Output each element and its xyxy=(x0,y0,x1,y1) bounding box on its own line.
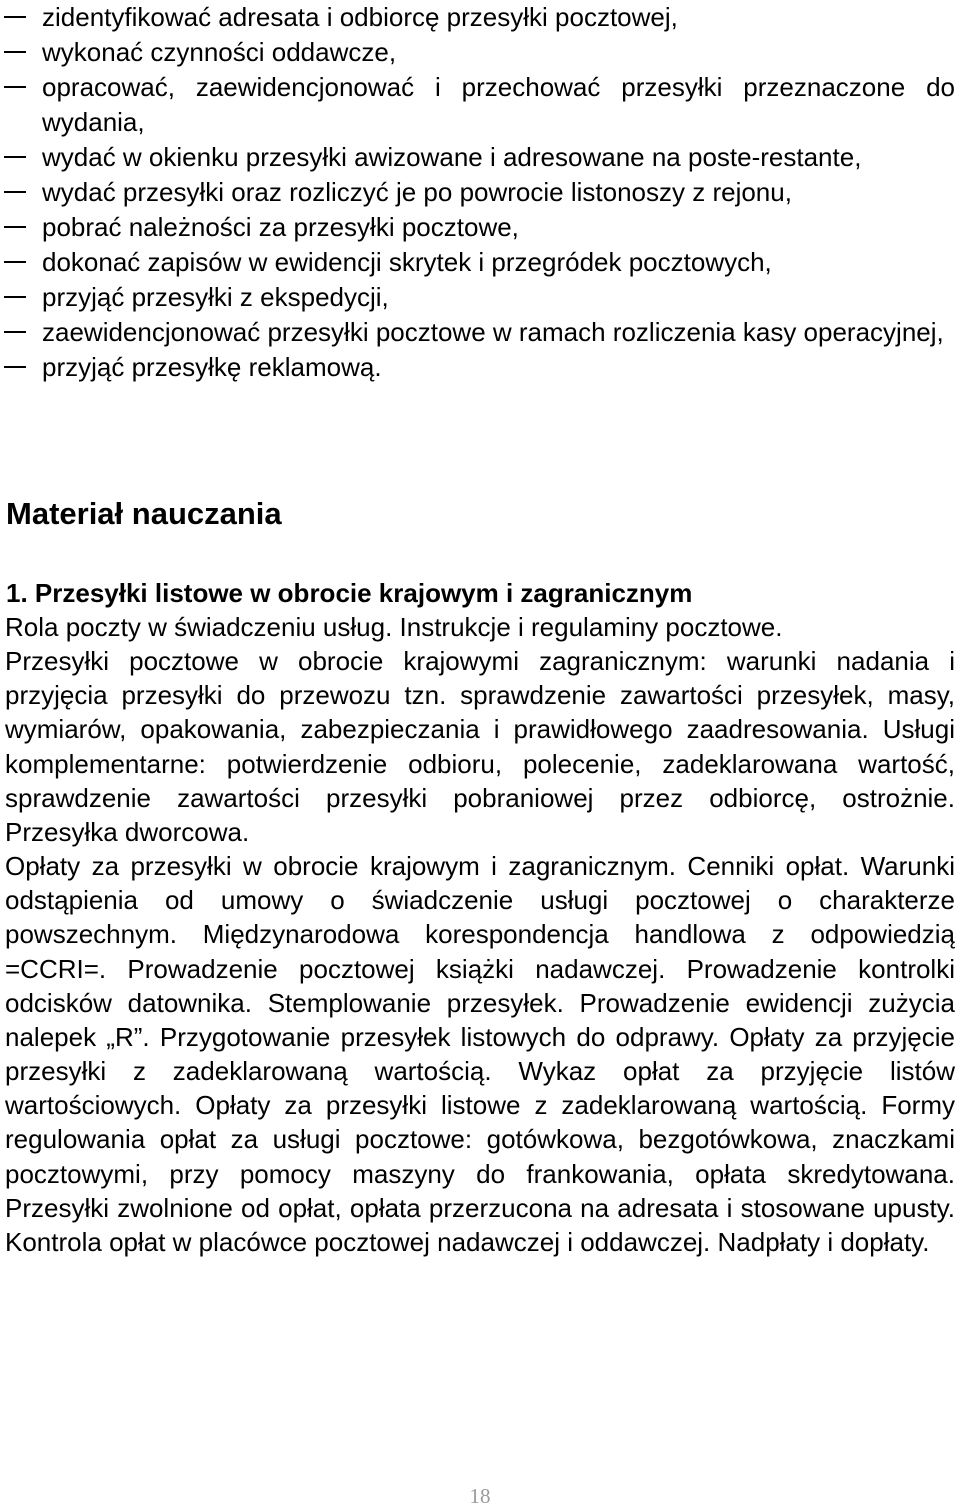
bullet-item xyxy=(0,315,960,350)
section-heading: Materiał nauczania xyxy=(6,496,282,531)
dash-bullet-icon xyxy=(4,366,26,368)
dash-bullet-icon xyxy=(4,156,26,158)
bullet-text: wydać przesyłki oraz rozliczyć je po powrocie listonoszy z rejonu, xyxy=(42,177,792,207)
topic-subheading: 1. Przesyłki listowe w obrocie krajowym i zagranicznym xyxy=(6,578,693,608)
bullet-text: pobrać należności za przesyłki pocztowe, xyxy=(42,212,519,242)
bullet-item xyxy=(0,35,960,70)
dash-bullet-icon xyxy=(4,331,26,333)
bullet-text: zidentyfikować adresata i odbiorcę przesyłki pocztowej, xyxy=(42,2,678,32)
dash-bullet-icon xyxy=(4,51,26,53)
bullet-text: dokonać zapisów w ewidencji skrytek i przegródek pocztowych, xyxy=(42,247,772,277)
dash-bullet-icon xyxy=(4,86,26,88)
dash-bullet-icon xyxy=(4,226,26,228)
bullet-text: zaewidencjonować przesyłki pocztowe w ramach rozliczenia kasy operacyjnej, xyxy=(42,317,944,347)
bullet-text: przyjąć przesyłki z ekspedycji, xyxy=(42,282,389,312)
bullet-item xyxy=(0,70,960,140)
bullet-item xyxy=(0,0,960,35)
dash-bullet-icon xyxy=(4,16,26,18)
bullet-item xyxy=(0,175,960,210)
paragraph: Opłaty za przesyłki w obrocie krajowym i zagranicznym. Cenniki opłat. Warunki odstąpienia od umowy o świadczenie usługi pocztowej o charakterze powszechnym. Międzynarodowa korespondencja handlowa z odpowiedzią =CCRI=. Prowadzenie pocztowej książki nadawczej. Prowadzenie kontrolki odcisków datownika. Stemplowanie przesyłek. Prowadzenie ewidencji zużycia nalepek „R”. Przygotowanie przesyłek listowych do odprawy. Opłaty za przyjęcie przesyłki z zadeklarowaną wartością. Wykaz opłat za przyjęcie listów wartościowych. Opłaty za przesyłki listowe z zadeklarowaną wartością. Formy regulowania opłat za usługi pocztowe: gotówkowa, bezgotówkowa, znaczkami pocztowymi, przy pomocy maszyny do frankowania, opłata skredytowana. Przesyłki zwolnione od opłat, opłata przerzucona na adresata i stosowane upusty. Kontrola opłat w placówce pocztowej nadawczej i oddawczej. Nadpłaty i dopłaty. xyxy=(5,851,955,1257)
bullet-text: wykonać czynności oddawcze, xyxy=(42,37,397,67)
dash-bullet-icon xyxy=(4,261,26,263)
page-number: 18 xyxy=(469,1484,491,1508)
skills-bullet-list xyxy=(0,0,960,385)
body-text xyxy=(5,610,955,1259)
bullet-text: opracować, zaewidencjonować i przechować przesyłki przeznaczone do wydania, xyxy=(42,72,955,137)
dash-bullet-icon xyxy=(4,296,26,298)
paragraph: Przesyłki pocztowe w obrocie krajowymi zagranicznym: warunki nadania i przyjęcia przesyłki do przewozu tzn. sprawdzenie zawartości przesyłek, masy, wymiarów, opakowania, zabezpieczania i prawidłowego zaadresowania. Usługi komplementarne: potwierdzenie odbioru, polecenie, zadeklarowana wartość, sprawdzenie zawartości przesyłki pobraniowej przez odbiorcę, ostrożnie. Przesyłka dworcowa. xyxy=(5,646,955,847)
bullet-item xyxy=(0,280,960,315)
bullet-item xyxy=(0,140,960,175)
bullet-text: wydać w okienku przesyłki awizowane i adresowane na poste-restante, xyxy=(42,142,862,172)
bullet-item xyxy=(0,210,960,245)
bullet-item xyxy=(0,350,960,385)
dash-bullet-icon xyxy=(4,191,26,193)
paragraph: Rola poczty w świadczeniu usług. Instrukcje i regulaminy pocztowe. xyxy=(5,612,783,642)
bullet-item xyxy=(0,245,960,280)
bullet-text: przyjąć przesyłkę reklamową. xyxy=(42,352,382,382)
